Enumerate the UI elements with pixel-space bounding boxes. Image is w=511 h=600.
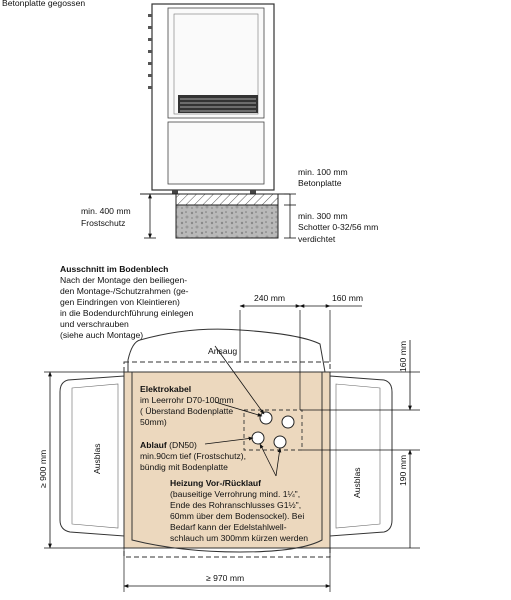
exhaust-right-label: Ausblas <box>352 467 362 498</box>
cutout-note-line: Nach der Montage den beiliegen- <box>60 275 188 285</box>
electric-conduit-circle <box>260 412 272 424</box>
drain-line: bündig mit Bodenplatte <box>140 462 228 472</box>
cutout-note-line: gen Eindringen von Kleintieren) <box>60 297 180 307</box>
cutout-note-line: in die Bodendurchführung einlegen <box>60 308 194 318</box>
heating-line: Ende des Rohranschlusses G1½", <box>170 500 302 510</box>
side-view <box>81 4 378 244</box>
drain-line: min.90cm tief (Frostschutz), <box>140 451 247 461</box>
foot-left <box>172 190 178 194</box>
electric-cable-line: 50mm) <box>140 417 167 427</box>
frost-name-label: Frostschutz <box>81 218 126 228</box>
heating-line: schlauch um 300mm kürzen werden <box>170 533 309 543</box>
frost-depth-label: min. 400 mm <box>81 206 131 216</box>
exhaust-left-label: Ausblas <box>92 443 102 474</box>
cutout-note-title: Ausschnitt im Bodenblech <box>60 264 169 274</box>
heating-line: 60mm über dem Bodensockel). Bei <box>170 511 305 521</box>
drain-circle <box>252 432 264 444</box>
drain-heading <box>140 440 197 450</box>
heating-flow-circle <box>274 436 286 448</box>
heating-title: Heizung Vor-/Rücklauf <box>170 478 262 488</box>
gravel-state-label: verdichtet <box>298 234 336 244</box>
heat-pump-lower-panel <box>168 122 264 184</box>
cutout-note-line: (siehe auch Montage) <box>60 330 144 340</box>
heating-line: Bedarf kann der Edelstahlwell- <box>170 522 287 532</box>
dim-160-top-label: 160 mm <box>332 293 364 303</box>
dim-970-label: ≥ 970 mm <box>206 573 245 583</box>
heating-return-circle <box>282 416 294 428</box>
intake-label: Ansaug <box>208 346 238 356</box>
slab-height-label: min. 100 mm <box>298 167 348 177</box>
foot-right <box>250 190 256 194</box>
side-ribs <box>148 14 152 89</box>
gravel-name-label: Schotter 0-32/56 mm <box>298 222 379 232</box>
electric-cable-line: im Leerrohr D70-100mm <box>140 395 234 405</box>
cutout-note-line: und verschrauben <box>60 319 129 329</box>
dim-240-label: 240 mm <box>254 293 286 303</box>
drain-title: Ablauf <box>140 440 167 450</box>
drain-title-suffix: (DN50) <box>166 440 197 450</box>
dim-900-label: ≥ 900 mm <box>38 449 48 488</box>
electric-cable-title: Elektrokabel <box>140 384 192 394</box>
cutout-note-line: den Montage-/Schutzrahmen (ge- <box>60 286 189 296</box>
gravel-height-label: min. 300 mm <box>298 211 348 221</box>
dim-160-right-label: 160 mm <box>398 340 408 372</box>
electric-cable-line: ( Überstand Bodenplatte <box>140 406 234 416</box>
cutout-note <box>60 264 194 340</box>
gravel-layer <box>176 205 278 238</box>
heating-line: (bauseitige Verrohrung mind. 1¼", <box>170 489 301 499</box>
exhaust-wing-right <box>330 376 392 536</box>
concrete-slab <box>176 194 278 205</box>
header-fragment-text: Betonplatte gegossen <box>2 0 86 8</box>
slab-name-label: Betonplatte <box>298 178 342 188</box>
dim-190-right-label: 190 mm <box>398 454 408 486</box>
air-grille <box>178 95 258 113</box>
